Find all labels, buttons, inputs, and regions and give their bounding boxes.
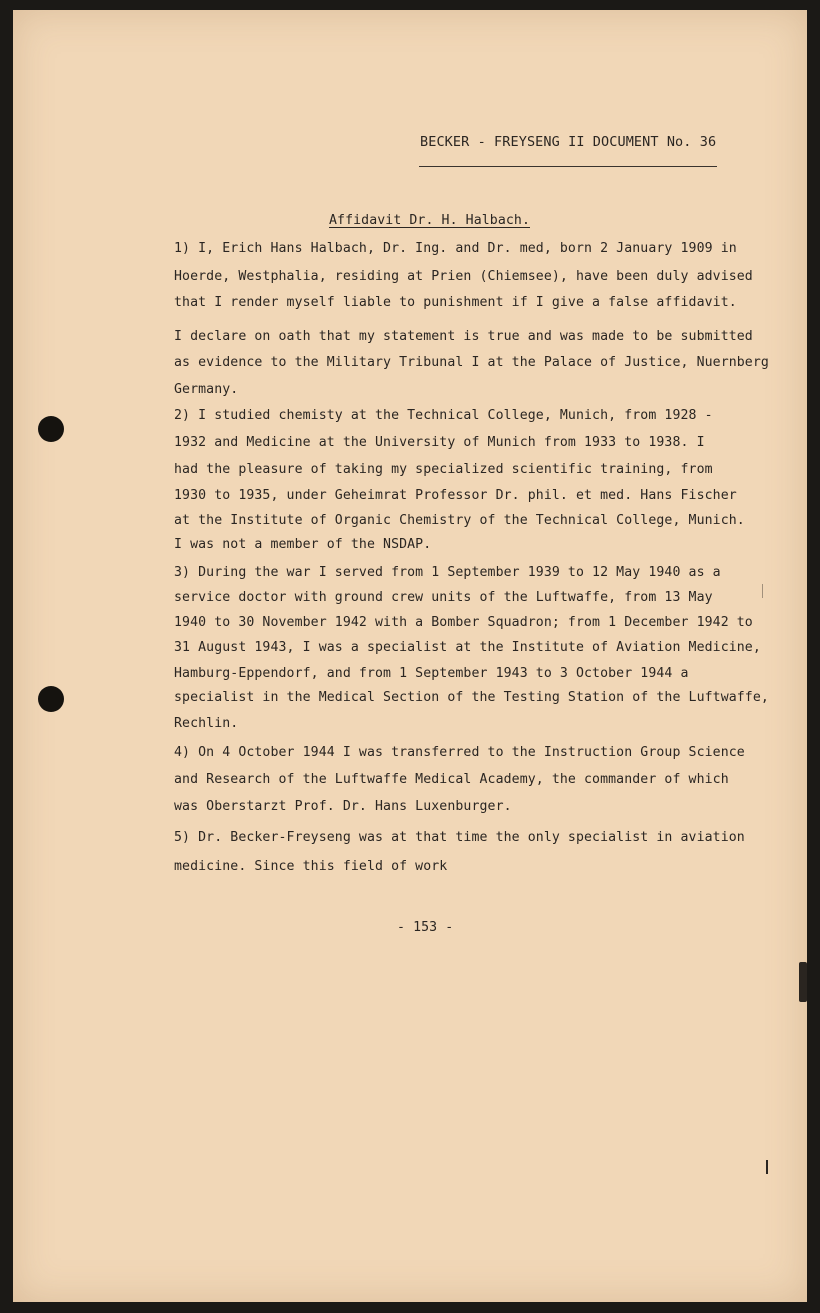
- body-line: 2) I studied chemisty at the Technical College, Munich, from 1928 -: [174, 408, 713, 423]
- body-line: medicine. Since this field of work: [174, 859, 448, 874]
- body-line: service doctor with ground crew units of the Luftwaffe, from 13 May: [174, 590, 713, 605]
- body-line: and Research of the Luftwaffe Medical Academy, the commander of which: [174, 772, 729, 787]
- header-rule: [419, 166, 717, 167]
- body-line: Germany.: [174, 382, 239, 397]
- edge-mark: [762, 584, 763, 598]
- body-line: 4) On 4 October 1944 I was transferred to the Instruction Group Science: [174, 745, 745, 760]
- punch-hole-bottom: [38, 686, 64, 712]
- body-line: I was not a member of the NSDAP.: [174, 537, 432, 552]
- body-line: 1940 to 30 November 1942 with a Bomber Squadron; from 1 December 1942 to: [174, 615, 753, 630]
- edge-mark: [766, 1160, 768, 1174]
- body-line: 1) I, Erich Hans Halbach, Dr. Ing. and Dr. med, born 2 January 1909 in: [174, 241, 737, 256]
- body-line: 31 August 1943, I was a specialist at the Institute of Aviation Medicine,: [174, 640, 761, 655]
- body-line: at the Institute of Organic Chemistry of the Technical College, Munich.: [174, 513, 745, 528]
- body-line: 1930 to 1935, under Geheimrat Professor Dr. phil. et med. Hans Fischer: [174, 488, 737, 503]
- body-line: specialist in the Medical Section of the Testing Station of the Luftwaffe,: [174, 690, 769, 705]
- body-line: that I render myself liable to punishment if I give a false affidavit.: [174, 295, 737, 310]
- page-number: - 153 -: [397, 920, 454, 935]
- document-page: [13, 10, 807, 1302]
- body-line: had the pleasure of taking my specialized scientific training, from: [174, 462, 713, 477]
- body-line: I declare on oath that my statement is true and was made to be submitted: [174, 329, 753, 344]
- body-line: 1932 and Medicine at the University of Munich from 1933 to 1938. I: [174, 435, 705, 450]
- body-line: Rechlin.: [174, 716, 239, 731]
- body-line: 3) During the war I served from 1 September 1939 to 12 May 1940 as a: [174, 565, 721, 580]
- punch-hole-top: [38, 416, 64, 442]
- affidavit-title: Affidavit Dr. H. Halbach.: [329, 213, 530, 228]
- body-line: Hamburg-Eppendorf, and from 1 September 1943 to 3 October 1944 a: [174, 666, 689, 681]
- document-id: BECKER - FREYSENG II DOCUMENT No. 36: [420, 134, 717, 150]
- body-line: as evidence to the Military Tribunal I at the Palace of Justice, Nuernberg: [174, 355, 769, 370]
- body-line: was Oberstarzt Prof. Dr. Hans Luxenburger.: [174, 799, 512, 814]
- body-line: Hoerde, Westphalia, residing at Prien (Chiemsee), have been duly advised: [174, 269, 753, 284]
- body-line: 5) Dr. Becker-Freyseng was at that time the only specialist in aviation: [174, 830, 745, 845]
- edge-mark: [799, 962, 807, 1002]
